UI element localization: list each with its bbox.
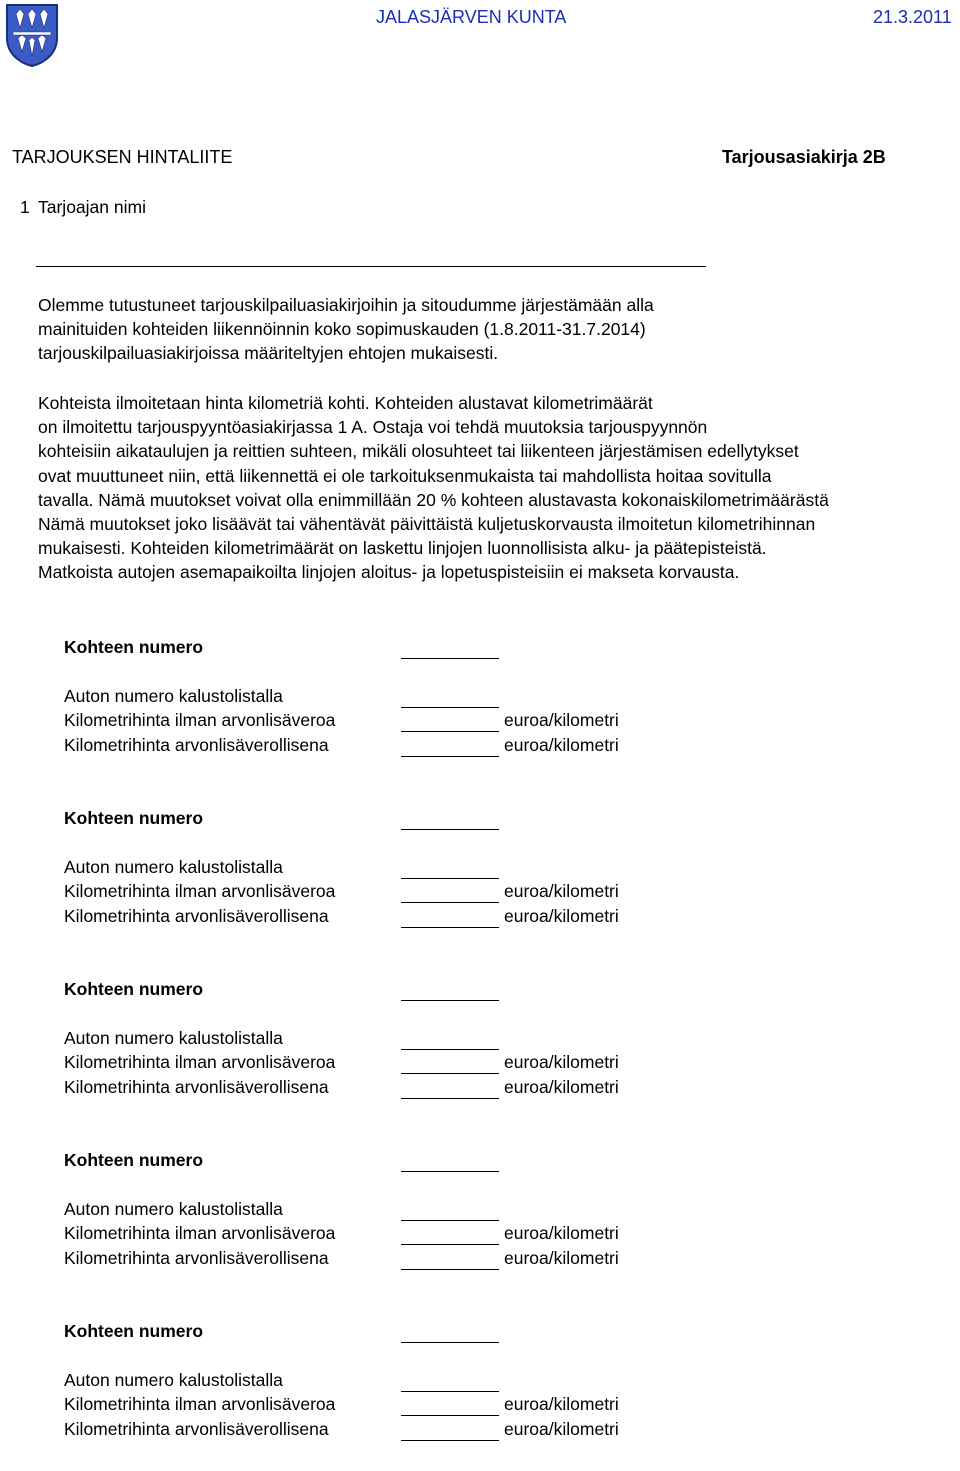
- target-price-block: [0, 1150, 960, 1300]
- target-price-block: [0, 1321, 960, 1471]
- unit-label: euroa/kilometri: [504, 1052, 619, 1072]
- header-date: 21.3.2011: [873, 7, 952, 27]
- unit-label: euroa/kilometri: [504, 1077, 619, 1097]
- paragraph-line: mainituiden kohteiden liikennöinnin koko sopimuskauden (1.8.2011-31.7.2014): [38, 319, 646, 340]
- price-excl-vat-label: Kilometrihinta ilman arvonlisäveroa: [64, 710, 336, 730]
- price-excl-vat-field[interactable]: [401, 1415, 499, 1416]
- bidder-name-field-line[interactable]: [36, 266, 706, 267]
- vehicle-number-label: Auton numero kalustolistalla: [64, 686, 283, 706]
- price-incl-vat-label: Kilometrihinta arvonlisäverollisena: [64, 1419, 329, 1439]
- price-excl-vat-label: Kilometrihinta ilman arvonlisäveroa: [64, 1052, 336, 1072]
- section-number: 1: [20, 197, 30, 217]
- price-excl-vat-label: Kilometrihinta ilman arvonlisäveroa: [64, 1394, 336, 1414]
- price-incl-vat-field[interactable]: [401, 927, 499, 928]
- vehicle-number-field[interactable]: [401, 1220, 499, 1221]
- header-organization: JALASJÄRVEN KUNTA: [376, 7, 567, 27]
- paragraph-line: Olemme tutustuneet tarjouskilpailuasiakirjoihin ja sitoudumme järjestämään alla: [38, 295, 654, 315]
- paragraph-line: Kohteista ilmoitetaan hinta kilometriä kohti. Kohteiden alustavat kilometrimäärät: [38, 393, 653, 413]
- unit-label: euroa/kilometri: [504, 906, 619, 926]
- vehicle-number-label: Auton numero kalustolistalla: [64, 857, 283, 877]
- coat-of-arms-icon: [4, 2, 60, 68]
- price-excl-vat-field[interactable]: [401, 1244, 499, 1245]
- unit-label: euroa/kilometri: [504, 1394, 619, 1414]
- unit-label: euroa/kilometri: [504, 1419, 619, 1439]
- unit-label: euroa/kilometri: [504, 1248, 619, 1268]
- vehicle-number-field[interactable]: [401, 878, 499, 879]
- document-title: TARJOUKSEN HINTALIITE: [12, 147, 233, 167]
- paragraph-line: on ilmoitettu tarjouspyyntöasiakirjassa 1 A. Ostaja voi tehdä muutoksia tarjouspyynnön: [38, 417, 708, 438]
- target-number-label: Kohteen numero: [64, 1150, 204, 1170]
- vehicle-number-label: Auton numero kalustolistalla: [64, 1199, 283, 1219]
- paragraph-line: Matkoista autojen asemapaikoilta linjojen aloitus- ja lopetuspisteisiin ei makseta korvausta.: [38, 562, 740, 583]
- target-number-field[interactable]: [401, 1000, 499, 1001]
- target-price-block: [0, 637, 960, 787]
- paragraph-line: mukaisesti. Kohteiden kilometrimäärät on laskettu linjojen luonnollisista alku- ja päätepisteistä.: [38, 538, 767, 559]
- price-incl-vat-field[interactable]: [401, 1269, 499, 1270]
- target-number-label: Kohteen numero: [64, 979, 204, 999]
- price-incl-vat-label: Kilometrihinta arvonlisäverollisena: [64, 906, 329, 926]
- vehicle-number-field[interactable]: [401, 1391, 499, 1392]
- intro-paragraph: [38, 293, 938, 366]
- vehicle-number-field[interactable]: [401, 707, 499, 708]
- target-number-field[interactable]: [401, 1342, 499, 1343]
- price-incl-vat-label: Kilometrihinta arvonlisäverollisena: [64, 735, 329, 755]
- section-label: Tarjoajan nimi: [38, 197, 146, 217]
- price-incl-vat-field[interactable]: [401, 1440, 499, 1441]
- unit-label: euroa/kilometri: [504, 735, 619, 755]
- target-number-label: Kohteen numero: [64, 1321, 204, 1341]
- paragraph-line: Nämä muutokset joko lisäävät tai vähentävät päivittäistä kuljetuskorvausta ilmoitetun kilometrihinnan: [38, 514, 816, 535]
- price-incl-vat-field[interactable]: [401, 756, 499, 757]
- paragraph-line: kohteisiin aikataulujen ja reittien suhteen, mikäli olosuhteet tai liikenteen järjestämisen edellytykset: [38, 441, 799, 462]
- unit-label: euroa/kilometri: [504, 881, 619, 901]
- price-excl-vat-field[interactable]: [401, 902, 499, 903]
- price-incl-vat-label: Kilometrihinta arvonlisäverollisena: [64, 1077, 329, 1097]
- price-excl-vat-label: Kilometrihinta ilman arvonlisäveroa: [64, 1223, 336, 1243]
- price-excl-vat-field[interactable]: [401, 731, 499, 732]
- document-reference: Tarjousasiakirja 2B: [722, 147, 886, 167]
- target-price-block: [0, 808, 960, 958]
- paragraph-line: tarjouskilpailuasiakirjoissa määriteltyjen ehtojen mukaisesti.: [38, 343, 499, 364]
- price-excl-vat-field[interactable]: [401, 1073, 499, 1074]
- vehicle-number-label: Auton numero kalustolistalla: [64, 1028, 283, 1048]
- price-excl-vat-label: Kilometrihinta ilman arvonlisäveroa: [64, 881, 336, 901]
- target-number-label: Kohteen numero: [64, 808, 204, 828]
- paragraph-line: tavalla. Nämä muutokset voivat olla enimmillään 20 % kohteen alustavasta kokonaiskilometrimäärästä: [38, 489, 829, 510]
- vehicle-number-field[interactable]: [401, 1049, 499, 1050]
- unit-label: euroa/kilometri: [504, 710, 619, 730]
- target-number-label: Kohteen numero: [64, 637, 204, 657]
- price-incl-vat-field[interactable]: [401, 1098, 499, 1099]
- target-number-field[interactable]: [401, 829, 499, 830]
- target-number-field[interactable]: [401, 1171, 499, 1172]
- unit-label: euroa/kilometri: [504, 1223, 619, 1243]
- target-price-block: [0, 979, 960, 1129]
- vehicle-number-label: Auton numero kalustolistalla: [64, 1370, 283, 1390]
- paragraph-line: ovat muuttuneet niin, että liikennettä ei ole tarkoituksenmukaista tai mahdollista hoitaa sovitulla: [38, 465, 772, 486]
- target-number-field[interactable]: [401, 658, 499, 659]
- price-incl-vat-label: Kilometrihinta arvonlisäverollisena: [64, 1248, 329, 1268]
- terms-paragraph: [38, 391, 938, 585]
